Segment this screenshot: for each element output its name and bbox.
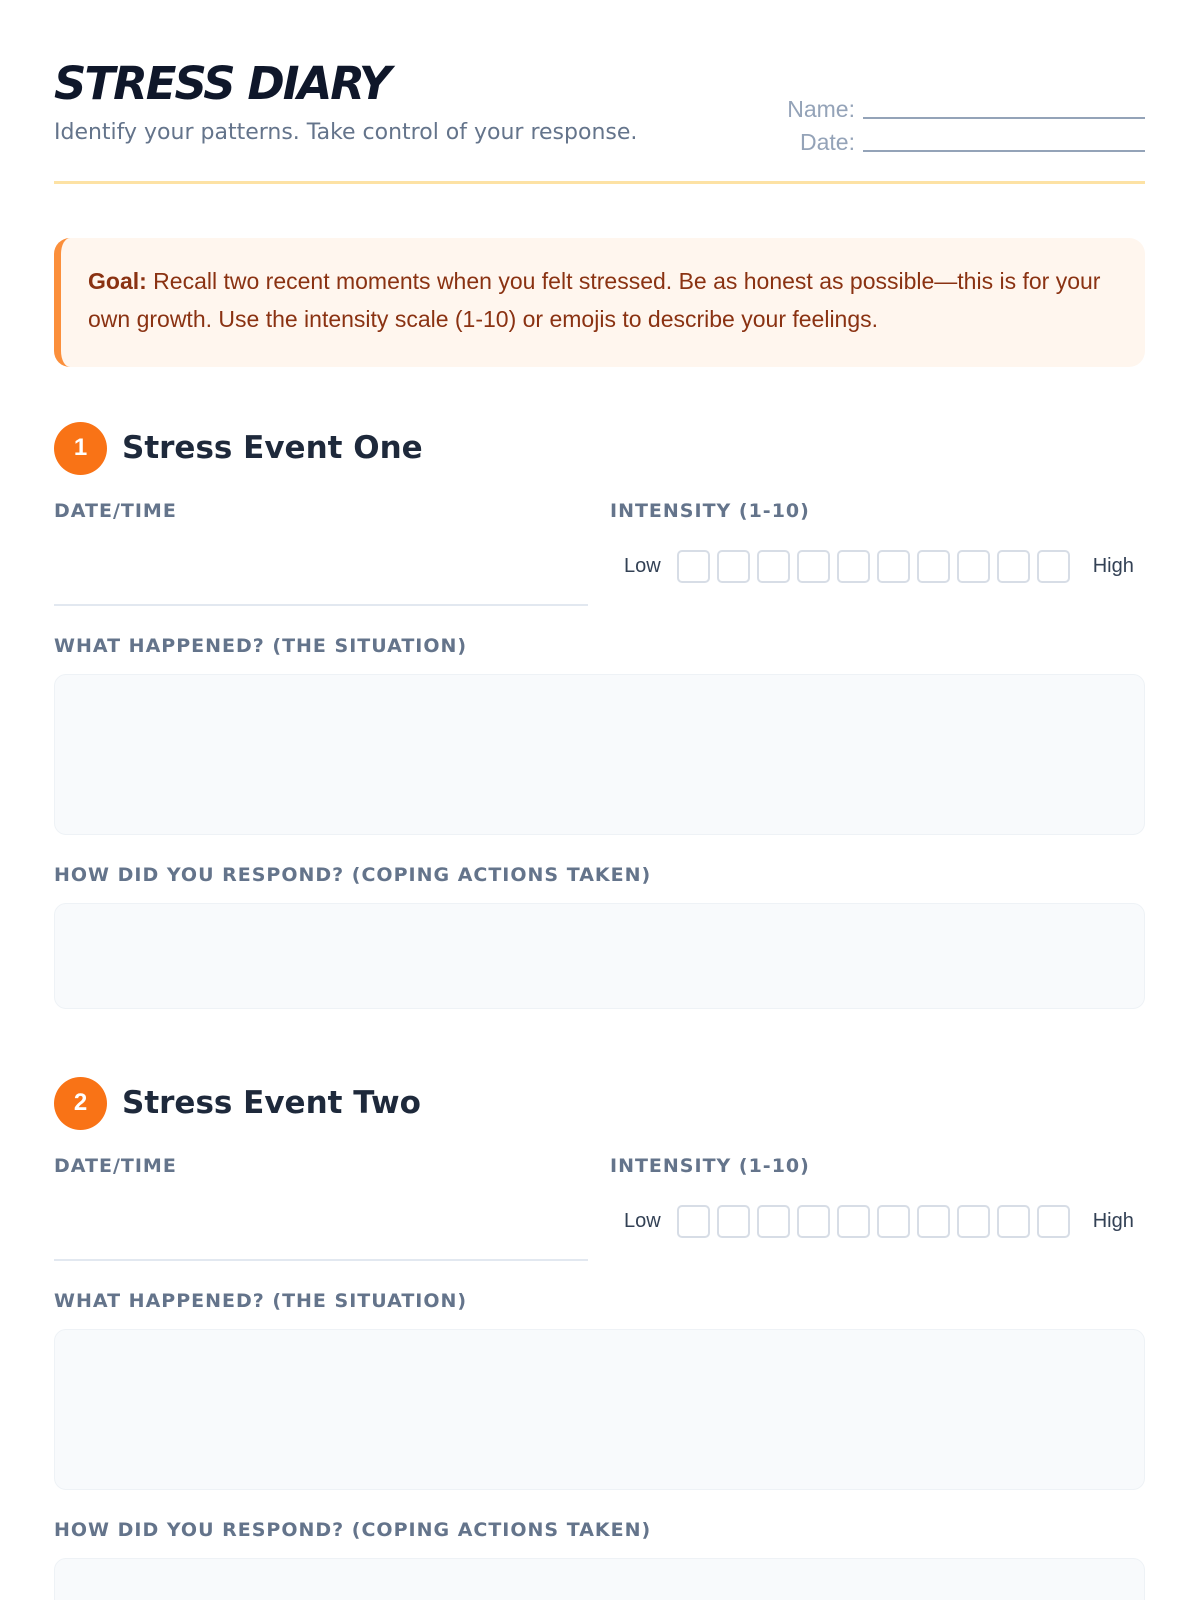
stress-event-two xyxy=(54,1076,1145,1600)
intensity-box-8[interactable] xyxy=(957,1205,990,1238)
intensity-label: INTENSITY (1-10) xyxy=(610,500,810,522)
intensity-scale xyxy=(610,1205,1145,1238)
section-title: Stress Event One xyxy=(122,430,423,466)
datetime-label: DATE/TIME xyxy=(54,500,177,522)
section-header xyxy=(54,421,1145,475)
page-subtitle: Identify your patterns. Take control of your response. xyxy=(54,120,638,145)
intensity-box-9[interactable] xyxy=(997,1205,1030,1238)
intensity-box-1[interactable] xyxy=(677,1205,710,1238)
intensity-scale xyxy=(610,550,1145,583)
intensity-box-6[interactable] xyxy=(877,1205,910,1238)
scale-low-label: Low xyxy=(624,555,661,577)
number-badge: 1 xyxy=(54,422,107,475)
datetime-input-line[interactable] xyxy=(54,1178,588,1261)
intensity-label: INTENSITY (1-10) xyxy=(610,1155,810,1177)
intensity-box-4[interactable] xyxy=(797,550,830,583)
intensity-box-3[interactable] xyxy=(757,1205,790,1238)
intensity-box-2[interactable] xyxy=(717,1205,750,1238)
datetime-column xyxy=(54,499,588,606)
intensity-box-8[interactable] xyxy=(957,550,990,583)
situation-textarea[interactable] xyxy=(54,1329,1145,1490)
response-textarea[interactable] xyxy=(54,903,1145,1009)
datetime-label: DATE/TIME xyxy=(54,1155,177,1177)
name-row xyxy=(775,90,1145,123)
datetime-intensity-row xyxy=(54,1154,1145,1261)
date-line[interactable] xyxy=(863,128,1145,152)
page-title: STRESS DIARY xyxy=(54,57,390,110)
response-label: HOW DID YOU RESPOND? (COPING ACTIONS TAKEN) xyxy=(54,864,652,886)
goal-body: Recall two recent moments when you felt stressed. Be as honest as possible—this is for your own growth. Use the intensity scale (1-10) or emojis to describe your feelings. xyxy=(88,268,1101,332)
datetime-input-line[interactable] xyxy=(54,523,588,606)
section-title: Stress Event Two xyxy=(122,1085,421,1121)
goal-text xyxy=(88,262,1125,338)
intensity-box-10[interactable] xyxy=(1037,550,1070,583)
response-label: HOW DID YOU RESPOND? (COPING ACTIONS TAKEN) xyxy=(54,1519,652,1541)
goal-label: Goal: xyxy=(88,268,147,294)
intensity-column xyxy=(610,499,1145,606)
goal-callout xyxy=(54,238,1145,367)
date-label: Date: xyxy=(800,129,855,155)
section-header xyxy=(54,1076,1145,1130)
intensity-box-7[interactable] xyxy=(917,1205,950,1238)
situation-textarea[interactable] xyxy=(54,674,1145,835)
situation-label: WHAT HAPPENED? (THE SITUATION) xyxy=(54,1290,468,1312)
scale-low-label: Low xyxy=(624,1210,661,1232)
intensity-box-6[interactable] xyxy=(877,550,910,583)
intensity-box-5[interactable] xyxy=(837,550,870,583)
intensity-box-7[interactable] xyxy=(917,550,950,583)
intensity-box-9[interactable] xyxy=(997,550,1030,583)
intensity-box-10[interactable] xyxy=(1037,1205,1070,1238)
scale-high-label: High xyxy=(1092,1210,1134,1232)
intensity-column xyxy=(610,1154,1145,1261)
response-textarea[interactable] xyxy=(54,1558,1145,1600)
datetime-intensity-row xyxy=(54,499,1145,606)
name-line[interactable] xyxy=(863,95,1145,119)
name-label: Name: xyxy=(787,96,855,122)
stress-event-one xyxy=(54,421,1145,1009)
intensity-box-5[interactable] xyxy=(837,1205,870,1238)
name-date-fields xyxy=(775,90,1145,156)
date-row xyxy=(775,123,1145,156)
page-header xyxy=(54,0,1145,184)
number-badge: 2 xyxy=(54,1077,107,1130)
intensity-box-1[interactable] xyxy=(677,550,710,583)
scale-high-label: High xyxy=(1092,555,1134,577)
intensity-box-2[interactable] xyxy=(717,550,750,583)
intensity-box-4[interactable] xyxy=(797,1205,830,1238)
situation-label: WHAT HAPPENED? (THE SITUATION) xyxy=(54,635,468,657)
datetime-column xyxy=(54,1154,588,1261)
intensity-box-3[interactable] xyxy=(757,550,790,583)
